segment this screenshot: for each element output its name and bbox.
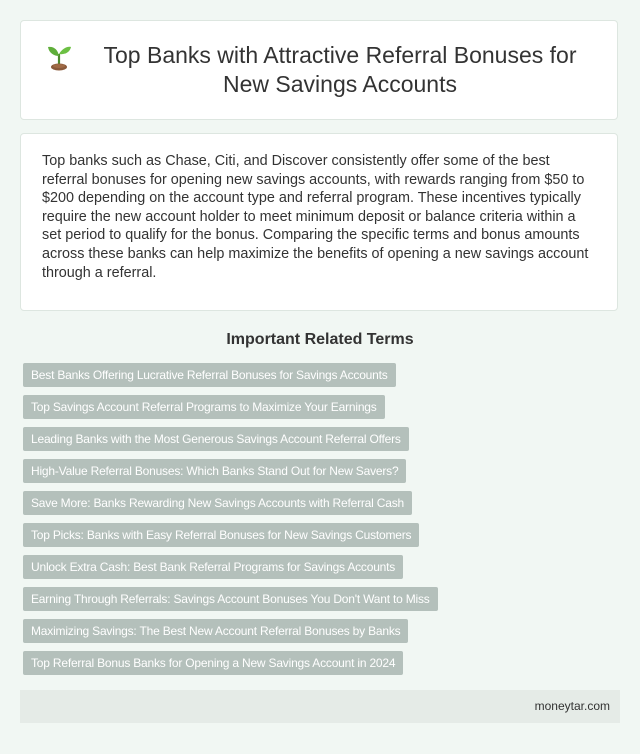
title-row xyxy=(21,41,617,99)
list-item xyxy=(23,427,438,451)
related-term-tag[interactable]: Top Savings Account Referral Programs to Maximize Your Earnings xyxy=(23,395,385,419)
related-term-tag[interactable]: Unlock Extra Cash: Best Bank Referral Programs for Savings Accounts xyxy=(23,555,403,579)
footer-site-link[interactable]: moneytar.com xyxy=(534,699,610,713)
list-item xyxy=(23,491,438,515)
list-item xyxy=(23,459,438,483)
related-term-tag[interactable]: Save More: Banks Rewarding New Savings Accounts with Referral Cash xyxy=(23,491,412,515)
footer xyxy=(20,690,620,723)
related-term-tag[interactable]: Best Banks Offering Lucrative Referral Bonuses for Savings Accounts xyxy=(23,363,396,387)
list-item xyxy=(23,619,438,643)
intro-card xyxy=(20,133,618,311)
list-item xyxy=(23,555,438,579)
related-term-tag[interactable]: High-Value Referral Bonuses: Which Banks Stand Out for New Savers? xyxy=(23,459,406,483)
list-item xyxy=(23,587,438,611)
related-term-tag[interactable]: Top Referral Bonus Banks for Opening a New Savings Account in 2024 xyxy=(23,651,403,675)
related-term-tag[interactable]: Maximizing Savings: The Best New Account Referral Bonuses by Banks xyxy=(23,619,408,643)
list-item xyxy=(23,651,438,675)
related-term-tag[interactable]: Earning Through Referrals: Savings Account Bonuses You Don't Want to Miss xyxy=(23,587,438,611)
related-term-tag[interactable]: Leading Banks with the Most Generous Savings Account Referral Offers xyxy=(23,427,409,451)
related-terms-heading: Important Related Terms xyxy=(226,331,414,348)
related-term-tag[interactable]: Top Picks: Banks with Easy Referral Bonuses for New Savings Customers xyxy=(23,523,419,547)
list-item xyxy=(23,523,438,547)
list-item xyxy=(23,395,438,419)
title-card xyxy=(20,20,618,120)
related-terms-list xyxy=(23,363,438,683)
intro-paragraph: Top banks such as Chase, Citi, and Discover consistently offer some of the best referral bonuses for opening new savings accounts, with rewards ranging from $50 to $200 depending on the account type and referral program. These incentives typically require the new account holder to meet minimum deposit or balance criteria within a set period to qualify for the bonus. Comparing the specific terms and bonus amounts across these banks can help maximize the benefits of opening a new savings account through a referral. xyxy=(42,153,589,281)
page-title: Top Banks with Attractive Referral Bonuses for New Savings Accounts xyxy=(103,42,577,97)
list-item xyxy=(23,363,438,387)
sprout-icon xyxy=(45,41,73,71)
